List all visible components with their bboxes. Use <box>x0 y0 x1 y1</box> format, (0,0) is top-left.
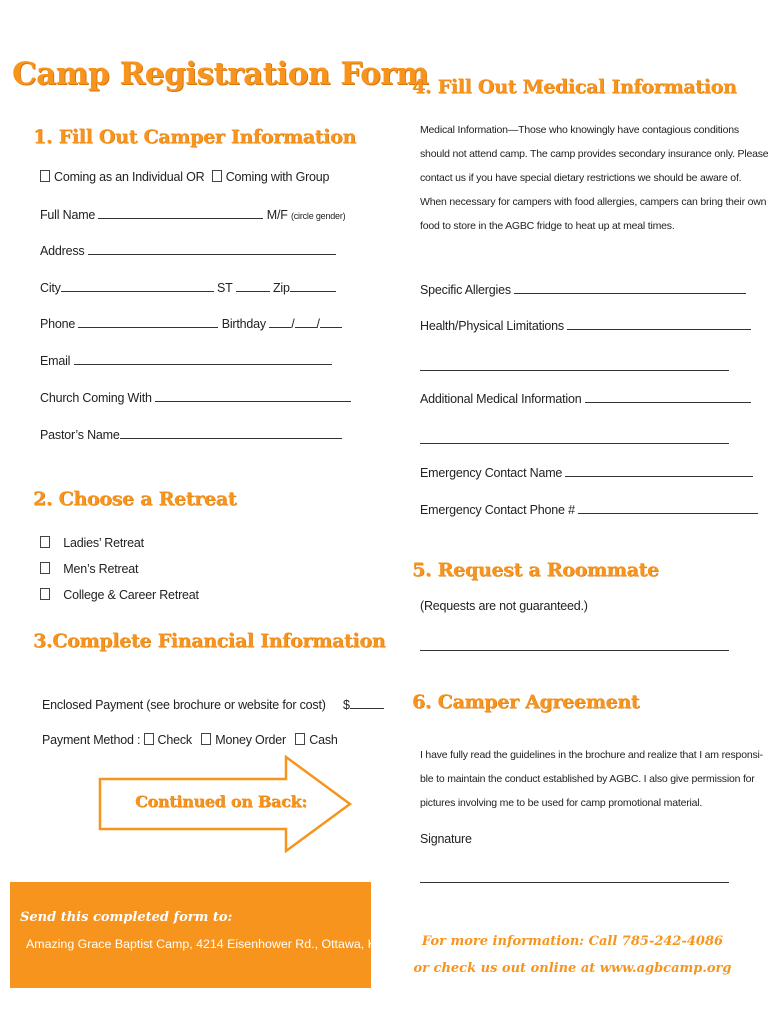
checkbox-icon[interactable] <box>144 733 154 745</box>
agreement-paragraph <box>420 743 763 815</box>
medical-paragraph <box>420 118 768 238</box>
additional-field-continued[interactable] <box>420 443 729 444</box>
section6-heading: 6. Camper Agreement <box>412 691 640 713</box>
emergency-name-label: Emergency Contact Name <box>420 466 563 480</box>
section5-heading: 5. Request a Roommate <box>412 559 659 581</box>
full-name-row <box>40 207 345 222</box>
address-label: Address <box>40 244 85 258</box>
email-row <box>40 353 332 368</box>
checkbox-icon[interactable] <box>201 733 211 745</box>
allergies-row <box>420 282 746 297</box>
signature-label: Signature <box>420 832 472 846</box>
emergency-name-field[interactable] <box>565 465 753 477</box>
city-row <box>40 280 336 295</box>
additional-row <box>420 391 751 406</box>
payment-amount-field[interactable] <box>350 697 384 709</box>
full-name-field[interactable] <box>98 207 263 219</box>
signature-field[interactable] <box>420 882 729 883</box>
paragraph-line: ble to maintain the conduct established by AGBC. I also give permission for <box>420 773 755 785</box>
birth-year-field[interactable] <box>320 316 342 328</box>
checkbox-icon[interactable] <box>40 536 50 548</box>
emergency-phone-row <box>420 502 758 517</box>
dollar-sign: $ <box>342 698 350 712</box>
emergency-phone-label: Emergency Contact Phone # <box>420 503 575 517</box>
st-field[interactable] <box>236 280 270 292</box>
phone-field[interactable] <box>78 316 218 328</box>
retreat-option-label: College & Career Retreat <box>63 588 199 602</box>
checkbox-icon[interactable] <box>40 170 50 182</box>
address-field[interactable] <box>88 243 336 255</box>
phone-row: Phone Birthday / / <box>40 316 342 331</box>
paragraph-line: Medical Information—Those who knowingly have contagious conditions <box>420 124 739 136</box>
section2-heading: 2. Choose a Retreat <box>33 488 237 510</box>
address-row <box>40 243 336 258</box>
section4-heading: 4. Fill Out Medical Information <box>412 76 737 98</box>
health-field[interactable] <box>567 318 751 330</box>
st-label: ST <box>217 281 233 295</box>
checkbox-icon[interactable] <box>295 733 305 745</box>
birthday-label: Birthday <box>221 317 266 331</box>
checkbox-icon[interactable] <box>40 588 50 600</box>
emergency-phone-field[interactable] <box>578 502 758 514</box>
pastor-field[interactable] <box>120 427 342 439</box>
zip-field[interactable] <box>290 280 336 292</box>
checkbox-icon[interactable] <box>212 170 222 182</box>
city-field[interactable] <box>61 280 214 292</box>
health-label: Health/Physical Limitations <box>420 319 564 333</box>
phone-label: Phone <box>40 317 76 331</box>
birth-month-field[interactable] <box>269 316 291 328</box>
emergency-name-row <box>420 465 753 480</box>
roommate-note: (Requests are not guaranteed.) <box>420 599 588 613</box>
allergies-label: Specific Allergies <box>420 283 511 297</box>
paragraph-line: I have fully read the guidelines in the brochure and realize that I am responsi- <box>420 749 763 761</box>
section3-heading: 3.Complete Financial Information <box>33 630 386 652</box>
health-field-continued[interactable] <box>420 370 729 371</box>
retreat-option[interactable] <box>40 536 144 550</box>
church-label: Church Coming With <box>40 391 152 405</box>
continued-label: Continued on Back: <box>135 792 307 811</box>
allergies-field[interactable] <box>514 282 746 294</box>
section1-heading: 1. Fill Out Camper Information <box>33 126 356 148</box>
paragraph-line: contact us if you have special dietary restrictions we should be aware of. <box>420 172 742 184</box>
pastor-row <box>40 427 342 442</box>
health-row <box>420 318 751 333</box>
payment-method-row <box>42 733 338 747</box>
retreat-option[interactable] <box>40 588 199 602</box>
paragraph-line: should not attend camp. The camp provides secondary insurance only. Please <box>420 148 769 160</box>
attendance-type-row <box>40 170 329 184</box>
gender-label: M/F <box>266 208 288 222</box>
payment-money-order: Money Order <box>215 733 286 747</box>
additional-field[interactable] <box>585 391 751 403</box>
form-title: Camp Registration Form <box>12 56 429 92</box>
birth-day-field[interactable] <box>295 316 317 328</box>
city-label: City <box>40 281 61 295</box>
full-name-label: Full Name <box>40 208 96 222</box>
paragraph-line: pictures involving me to be used for camp promotional material. <box>420 797 703 809</box>
additional-label: Additional Medical Information <box>420 392 582 406</box>
paragraph-line: When necessary for campers with food allergies, campers can bring their own <box>420 196 767 208</box>
enclosed-payment-row <box>42 697 384 712</box>
email-label: Email <box>40 354 71 368</box>
payment-method-label: Payment Method : <box>42 733 141 747</box>
enclosed-label: Enclosed Payment (see brochure or website for cost) <box>42 698 326 712</box>
zip-label: Zip <box>272 281 290 295</box>
send-title: Send this completed form to: <box>20 910 233 925</box>
info-website[interactable]: or check us out online at www.agbcamp.org <box>413 961 732 976</box>
church-field[interactable] <box>155 390 351 402</box>
individual-label: Coming as an Individual OR <box>54 170 205 184</box>
gender-note: (circle gender) <box>290 211 346 221</box>
retreat-option-label: Ladies’ Retreat <box>63 536 144 550</box>
payment-cash: Cash <box>309 733 338 747</box>
paragraph-line: food to store in the AGBC fridge to heat up at meal times. <box>420 220 675 232</box>
retreat-option[interactable] <box>40 562 138 576</box>
send-to-box <box>10 882 371 988</box>
payment-check: Check <box>157 733 192 747</box>
info-phone: For more information: Call 785-242-4086 <box>421 934 724 949</box>
checkbox-icon[interactable] <box>40 562 50 574</box>
retreat-option-label: Men’s Retreat <box>63 562 139 576</box>
pastor-label: Pastor’s Name <box>40 428 120 442</box>
email-field[interactable] <box>74 353 332 365</box>
send-address: Amazing Grace Baptist Camp, 4214 Eisenhower Rd., Ottawa, KS 66067 <box>26 937 423 951</box>
church-row <box>40 390 351 405</box>
group-label: Coming with Group <box>225 170 330 184</box>
roommate-field[interactable] <box>420 650 729 651</box>
